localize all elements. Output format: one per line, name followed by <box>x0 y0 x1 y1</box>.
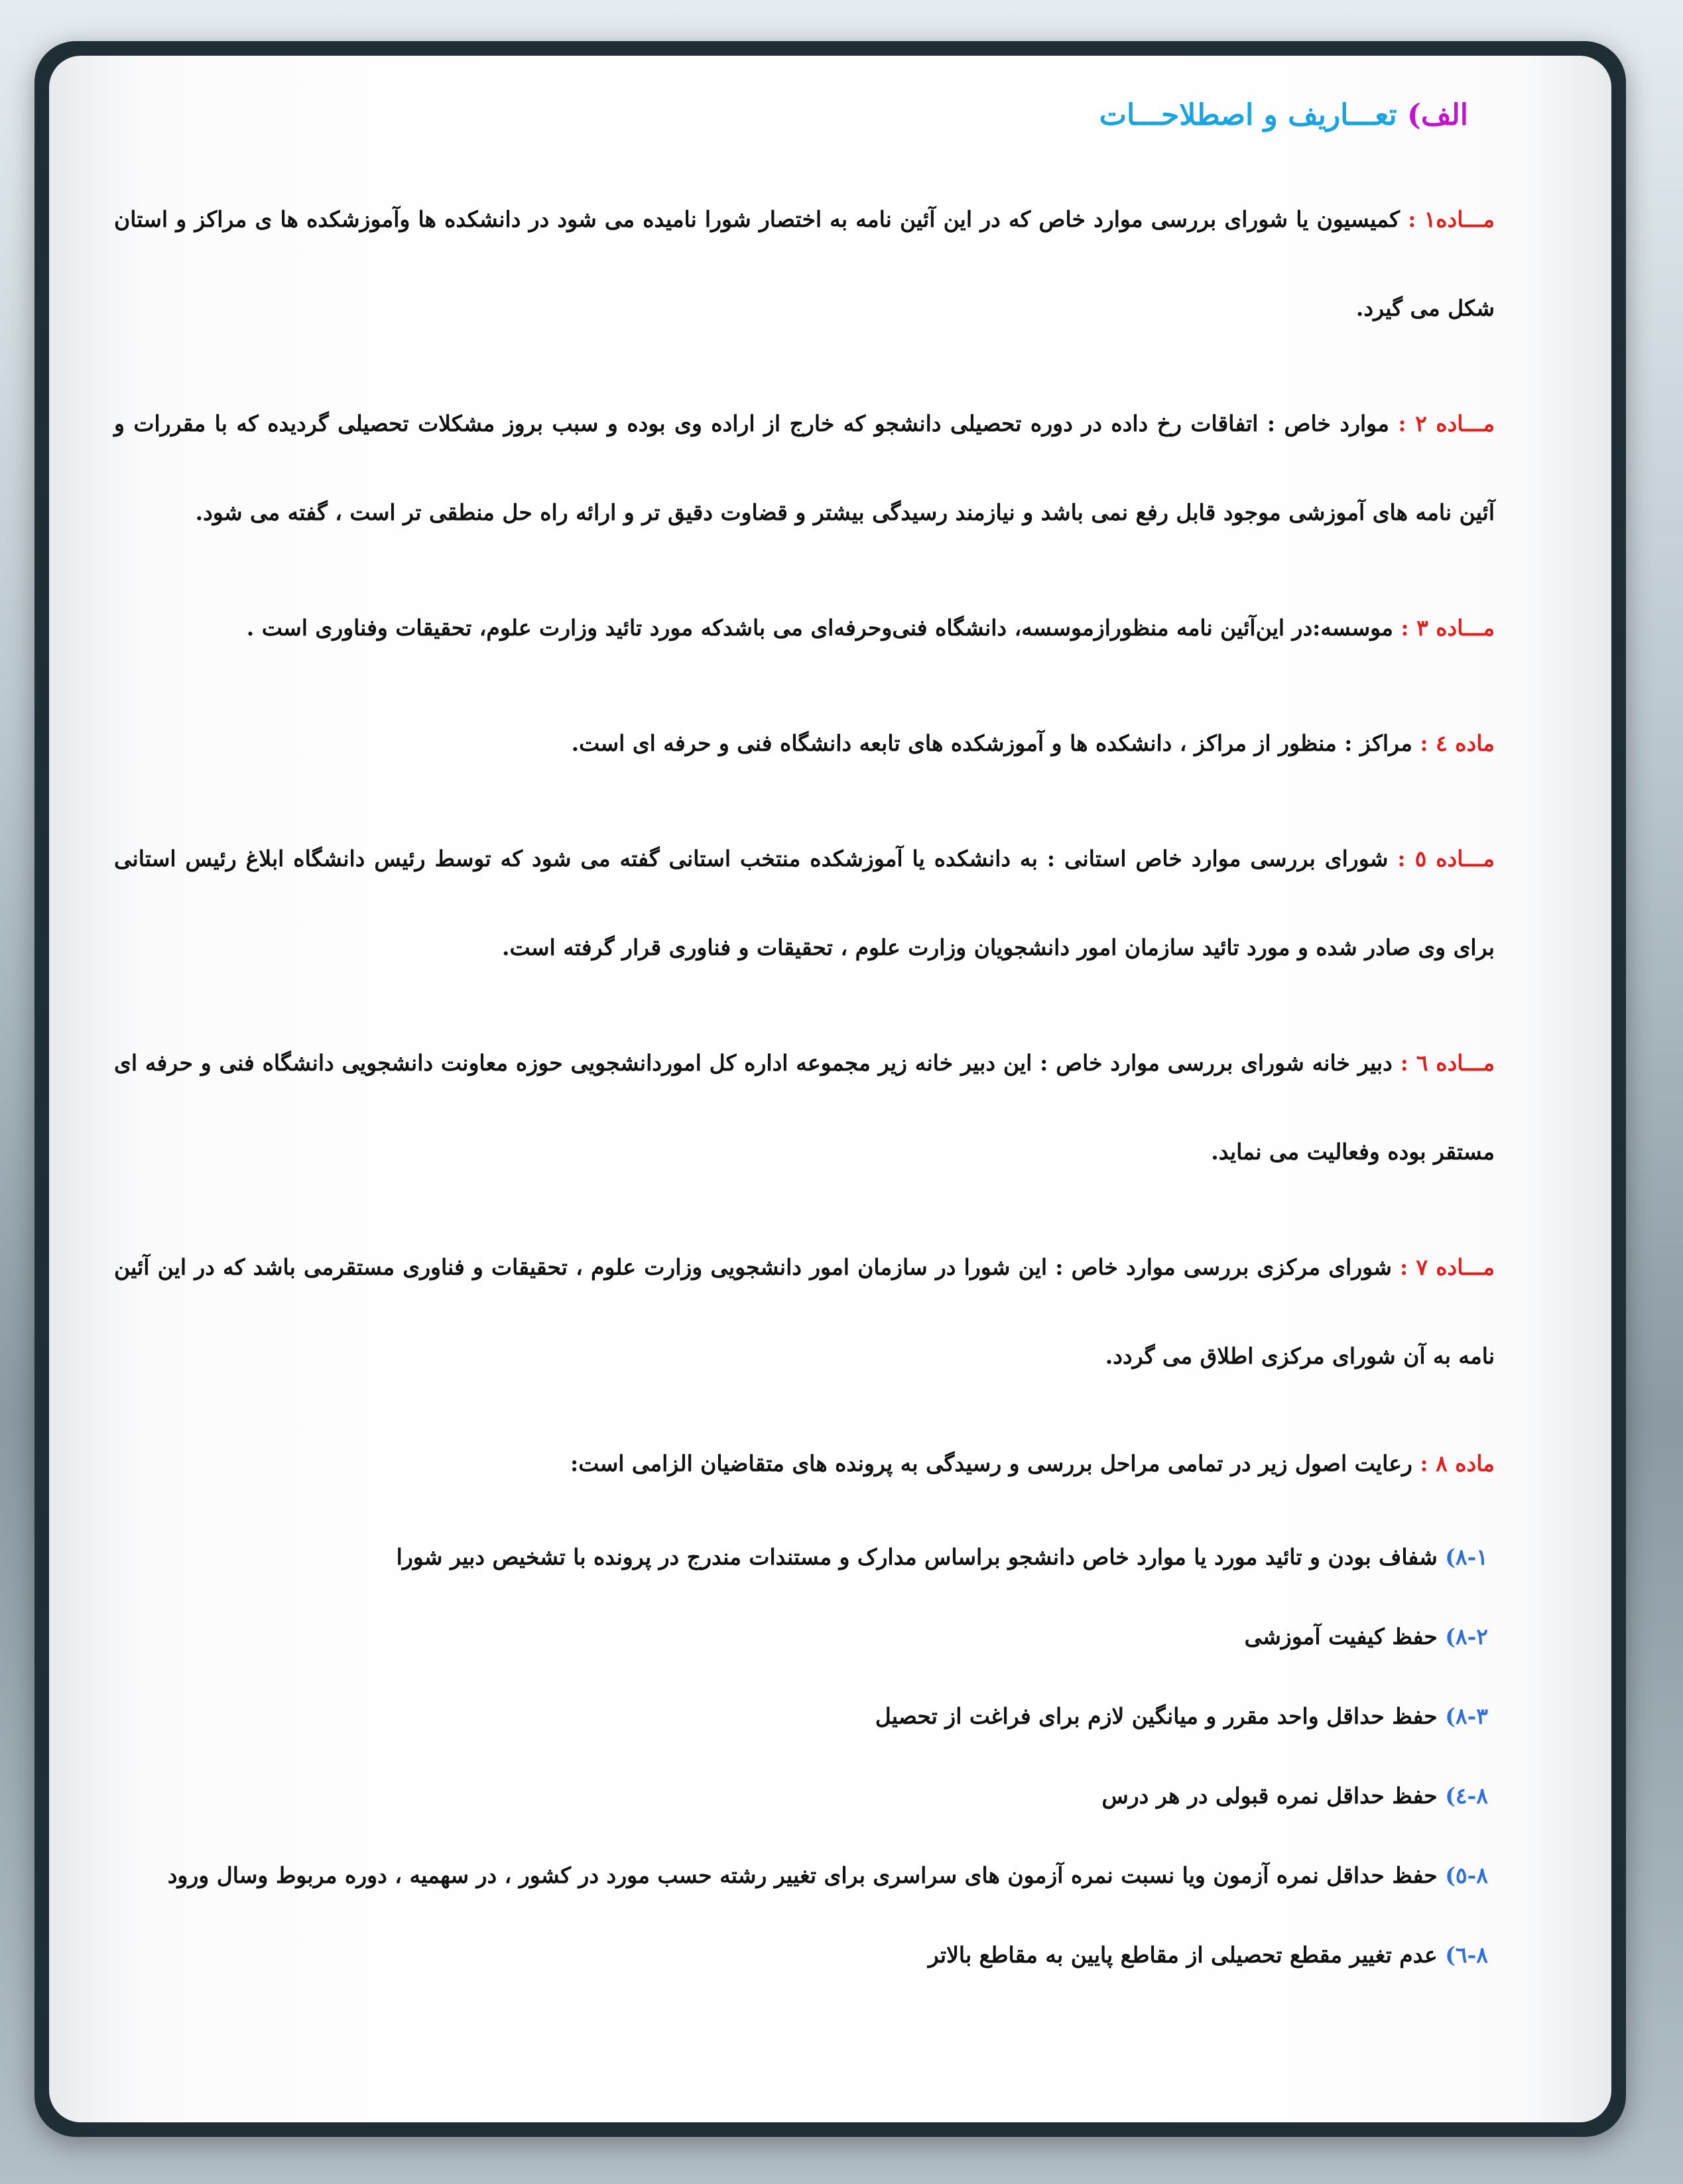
article-label: مـــاده ۷ : <box>1400 1254 1495 1280</box>
document-body <box>114 89 1495 2004</box>
item-number: ۸-٥) <box>1445 1862 1488 1888</box>
article-label: مـــاده ۲ : <box>1398 411 1495 436</box>
article-text: کمیسیون یا شورای بررسی موارد خاص که در این آئین نامه به اختصار شورا نامیده می شود در دانشکده ها وآموزشکده ها ی مراکز و استان شکل می گیرد. <box>114 206 1495 321</box>
article-label: ماده ۸ : <box>1420 1450 1495 1476</box>
article-label: مـــاده ٦ : <box>1400 1050 1495 1076</box>
article-text: موارد خاص : اتفاقات رخ داده در دوره تحصیلی دانشجو که خارج از اراده وی بوده و سبب بروز مشکلات تحصیلی گردیده که با مقررات و آئین نامه های آموزشی موجود قابل رفع نمی باشد و نیازمند رسیدگی بیشتر و قضاوت دقیق تر و ارائه راه حل منطقی تر است ، گفته می شود. <box>114 411 1495 525</box>
article-label: مـــاده۱ : <box>1408 206 1495 232</box>
article-label: مـــاده ٥ : <box>1397 846 1495 871</box>
list-item <box>114 1686 1488 1747</box>
item-number: ۸-۳) <box>1445 1703 1488 1729</box>
article-3 <box>114 584 1495 673</box>
article-2 <box>114 379 1495 557</box>
article-8 <box>114 1427 1495 1500</box>
article-label: مـــاده ۳ : <box>1401 615 1495 641</box>
article-label: ماده ٤ : <box>1420 730 1495 756</box>
item-text: حفظ حداقل نمره آزمون ویا نسبت نمره آزمون های سراسری برای تغییر رشته حسب مورد در کشور ، در سهمیه ، دوره مربوط وسال ورود <box>167 1862 1438 1888</box>
list-item <box>114 1925 1488 1986</box>
item-number: ۸-٤) <box>1445 1783 1488 1809</box>
item-text: شفاف بودن و تائید مورد یا موارد خاص دانشجو براساس مدارک و مستندات مندرج در پرونده با تشخیص دبیر شورا <box>396 1544 1438 1570</box>
heading-prefix: الف) <box>1407 98 1468 132</box>
item-text: حفظ حداقل نمره قبولی در هر درس <box>1101 1783 1438 1809</box>
heading-title: تعـــاریف و اصطلاحـــات <box>1099 98 1397 132</box>
item-number: ۸-٦) <box>1445 1942 1488 1968</box>
article-4 <box>114 699 1495 788</box>
article-text: شورای مرکزی بررسی موارد خاص : این شورا در سازمان امور دانشجویی وزارت علوم ، تحقیقات و فناوری مستقرمی باشد که در این آئین نامه به آن شورای مرکزی اطلاق می گردد. <box>114 1254 1495 1369</box>
article-text: دبیر خانه شورای بررسی موارد خاص : این دبیر خانه زیر مجموعه اداره کل اموردانشجویی حوزه معاونت دانشجویی دانشگاه فنی و حرفه ای مستقر بوده وفعالیت می نماید. <box>114 1050 1495 1165</box>
list-item <box>114 1606 1488 1667</box>
list-item <box>114 1766 1488 1827</box>
article-7 <box>114 1223 1495 1401</box>
article-1 <box>114 175 1495 353</box>
item-number: ۸-۱) <box>1445 1544 1488 1570</box>
article-5 <box>114 814 1495 992</box>
section-heading <box>114 89 1495 142</box>
item-text: عدم تغییر مقطع تحصیلی از مقاطع پایین به مقاطع بالاتر <box>928 1942 1438 1968</box>
list-item <box>114 1845 1488 1906</box>
article-6 <box>114 1019 1495 1196</box>
article-8-items <box>114 1527 1495 1986</box>
article-text: شورای بررسی موارد خاص استانی : به دانشکده یا آموزشکده منتخب استانی گفته می شود که توسط رئیس دانشگاه ابلاغ رئیس استانی برای وی صادر شده و مورد تائید سازمان امور دانشجویان وزارت علوم ، تحقیقات و فناوری قرار گرفته است. <box>114 846 1495 960</box>
list-item <box>114 1527 1488 1588</box>
item-text: حفظ حداقل واحد مقرر و میانگین لازم برای فراغت از تحصیل <box>875 1703 1438 1729</box>
item-text: حفظ کیفیت آموزشی <box>1244 1624 1438 1649</box>
item-number: ۸-۲) <box>1445 1624 1488 1649</box>
article-text: مراکز : منظور از مراکز ، دانشکده ها و آموزشکده های تابعه دانشگاه فنی و حرفه ای است. <box>571 730 1412 756</box>
article-text: موسسه:در این‌آئین نامه منظورازموسسه، دانشگاه فنی‌وحرفه‌ای می باشدکه مورد تائید وزارت علوم، تحقیقات وفناوری است . <box>246 615 1393 641</box>
article-text: رعایت اصول زیر در تمامی مراحل بررسی و رسیدگی به پرونده های متقاضیان الزامی است: <box>570 1450 1412 1476</box>
